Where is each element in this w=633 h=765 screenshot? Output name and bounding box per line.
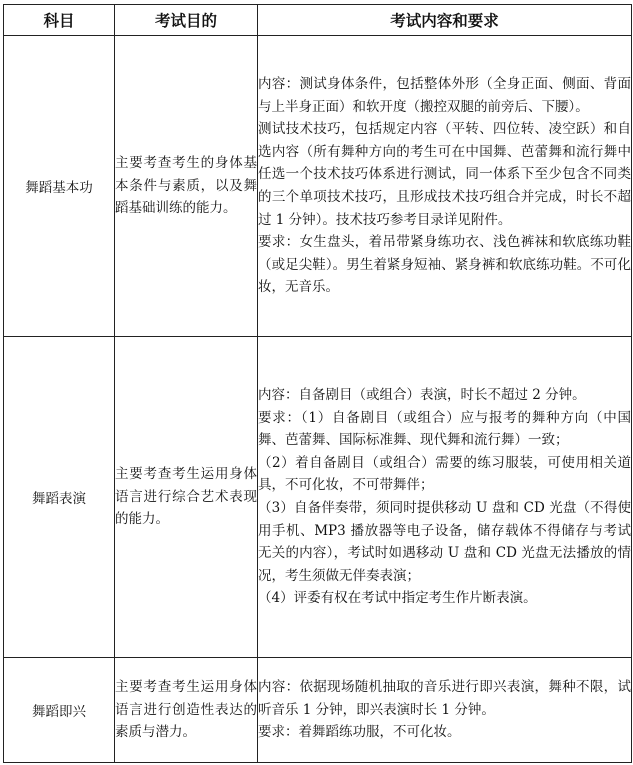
content-cell: [258, 36, 632, 337]
content-paragraph: 要求：（1）自备剧目（或组合）应与报考的舞种方向（中国舞、芭蕾舞、国际标准舞、现代舞和流行舞）一致；: [258, 409, 631, 449]
content-paragraph: 内容：依据现场随机抽取的音乐进行即兴表演，舞种不限，试听音乐 1 分钟，即兴表演时长 1 分钟。: [258, 679, 631, 718]
table-row: [4, 337, 632, 658]
subject-cell: 舞蹈基本功: [4, 36, 115, 337]
table-row: [4, 36, 632, 337]
purpose-cell: 主要考查考生运用身体语言进行创造性表达的素质与潜力。: [115, 658, 258, 763]
header-row: [4, 5, 632, 36]
table-row: [4, 658, 632, 763]
content-paragraph: （2）着自备剧目（或组合）需要的练习服装，可使用相关道具，不可化妆，不可带舞伴；: [258, 454, 631, 494]
purpose-cell: 主要考查考生的身体基本条件与素质，以及舞蹈基础训练的能力。: [115, 36, 258, 337]
content-paragraph: 测试技术技巧，包括规定内容（平转、四位转、凌空跃）和自选内容（所有舞种方向的考生可在中国舞、芭蕾舞和流行舞中任选一个技术技巧体系进行测试，同一体系下至少包含不同类的三个单项技术技巧，且形成技术技巧组合并完成，时长不超过 1 分钟）。技术技巧参考目录详见附件。: [258, 121, 631, 228]
subject-cell: 舞蹈即兴: [4, 658, 115, 763]
header-subject: 科目: [4, 5, 115, 36]
content-cell: [258, 337, 632, 658]
header-purpose: 考试目的: [115, 5, 258, 36]
header-content: 考试内容和要求: [258, 5, 632, 36]
content-paragraph: 要求：女生盘头，着吊带紧身练功衣、浅色裤袜和软底练功鞋（或足尖鞋）。男生着紧身短袖、紧身裤和软底练功鞋。不可化妆，无音乐。: [258, 234, 631, 296]
content-paragraph: 内容：自备剧目（或组合）表演，时长不超过 2 分钟。: [258, 387, 586, 404]
content-cell: [258, 658, 632, 763]
content-paragraph: （3）自备伴奏带，须同时提供移动 U 盘和 CD 光盘（不得使用手机、MP3 播放器等电子设备，储存载体不得储存与考试无关的内容），考试时如遇移动 U 盘和 CD 光盘无法播放的情况，考生须做无伴奏表演；: [258, 500, 631, 584]
content-paragraph: 内容：测试身体条件，包括整体外形（全身正面、侧面、背面与上半身正面）和软开度（搬控双腿的前旁后、下腰）。: [258, 76, 631, 115]
exam-table: [3, 4, 632, 763]
subject-cell: 舞蹈表演: [4, 337, 115, 658]
content-paragraph: 要求：着舞蹈练功服，不可化妆。: [258, 724, 461, 741]
purpose-cell: 主要考查考生运用身体语言进行综合艺术表现的能力。: [115, 337, 258, 658]
content-paragraph: （4）评委有权在考试中指定考生作片断表演。: [258, 590, 537, 607]
